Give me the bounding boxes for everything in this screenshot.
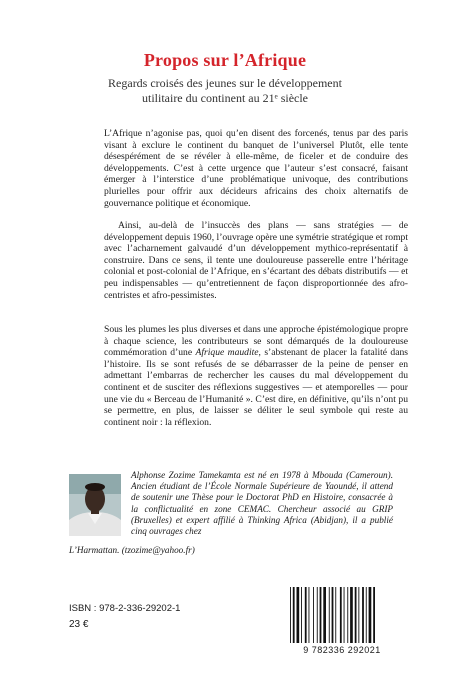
body-paragraph-2 xyxy=(104,220,408,301)
page-title: Propos sur l’Afrique xyxy=(143,50,307,70)
barcode-bar xyxy=(309,587,310,643)
price-label: 23 € xyxy=(69,619,89,630)
barcode-bar xyxy=(297,587,300,643)
paragraph-3-text xyxy=(104,324,408,428)
barcode-bar xyxy=(350,587,353,643)
paragraph-3-part-b: , s’abstenant de placer la fatalité dans l’histoire. Ils se sont refusés de se débarrasser de la peine de penser en admettant l’embarras de rechercher les causes du mal développement du continent et de susciter des réflexions suggestives — et atemporelles — pour une vie du « Berceau de l’Humanité ». C’est dire, en définitive, qu’ils n’ont pu se permettre, en plus, de laisser se déliter le seul symbole qui reste au continent noir : la réflexion. xyxy=(104,347,408,428)
subtitle-line-2: utilitaire du continent au 21ᵉ siècle xyxy=(141,91,309,105)
body-paragraph-3 xyxy=(104,324,408,428)
barcode-bar xyxy=(290,587,291,643)
author-bio: Alphonse Zozime Tamekamta est né en 1978 à Mbouda (Cameroun). Ancien étudiant de l’École Normale Supérieure de Yaoundé, il attend de soutenir une Thèse pour le Doctorat PhD en Histoire, consacrée à la conflictualité en zone CEMAC. Chercheur associé au GRIP (Bruxelles) et expert affilié à Thinking Africa (Abidjan), il a publié cinq ouvrages chez xyxy=(131,470,393,537)
barcode-digits: 9 782336 292021 xyxy=(303,645,381,655)
barcode-bar xyxy=(320,587,322,643)
paragraph-3-part-a: Sous les plumes les plus diverses et dans une approche épistémologique propre à chaque science, les contributeurs se sont démarqués de la douloureuse commémoration d’une xyxy=(104,324,408,359)
barcode-bar xyxy=(355,587,357,643)
barcode-bar xyxy=(332,587,334,643)
isbn-label: ISBN : 978-2-336-29202-1 xyxy=(69,603,181,614)
barcode-bar xyxy=(347,587,348,643)
barcode-bar xyxy=(293,587,295,643)
paragraph-2-text: Ainsi, au-delà de l’insuccès des plans — sans stratégies — de développement depuis 1960, l’ouvrage opère une symétrie stratégique et rompt avec l’acharnement galvaudé d’un développement mythico-représentatif à construire. Dans ce sens, il tente une douloureuse passerelle entre l’héritage colonial et post-colonial de l’Afrique, en s’écartant des débats distributifs — et peu indispensables — qu’entretiennent de façon disproportionnée des afro-centristes et afro-pessimistes. xyxy=(104,220,408,301)
barcode-bar xyxy=(317,587,318,643)
barcode xyxy=(286,585,398,647)
barcode-bar xyxy=(358,587,359,643)
barcode-bar xyxy=(362,587,364,643)
barcode-bar xyxy=(329,587,330,643)
paragraph-1-text: L’Afrique n’agonise pas, quoi qu’en disent des forcenés, tenus par des paris visant à exclure le continent du banquet de l’universel Plutôt, elle tente désespérément de se révéler à elle-même, de ficeler et de conduire des développements. C’est à cette urgence que l’auteur s’est consacré, faisant émerger à l’interstice d’une problématique univoque, des contributions plurielles pour offrir aux décideurs africains des choix alternatifs de gouvernance politique et économique. xyxy=(104,128,408,209)
barcode-bar xyxy=(369,587,372,643)
barcode-bar xyxy=(301,587,302,643)
body-paragraph-1 xyxy=(104,128,408,209)
barcode-bar xyxy=(305,587,307,643)
page-subtitle xyxy=(60,76,390,106)
barcode-bar xyxy=(335,587,336,643)
author-bio-tail: L’Harmattan. (tzozime@yahoo.fr) xyxy=(69,545,195,555)
barcode-bar xyxy=(373,587,375,643)
barcode-bar xyxy=(340,587,342,643)
barcode-bar xyxy=(323,587,326,643)
barcode-bar xyxy=(366,587,367,643)
barcode-bar xyxy=(344,587,345,643)
subtitle-line-1: Regards croisés des jeunes sur le développement xyxy=(108,76,342,90)
author-photo xyxy=(69,474,121,536)
barcode-bar xyxy=(313,587,314,643)
paragraph-3-emphasis: Afrique maudite xyxy=(195,347,259,359)
